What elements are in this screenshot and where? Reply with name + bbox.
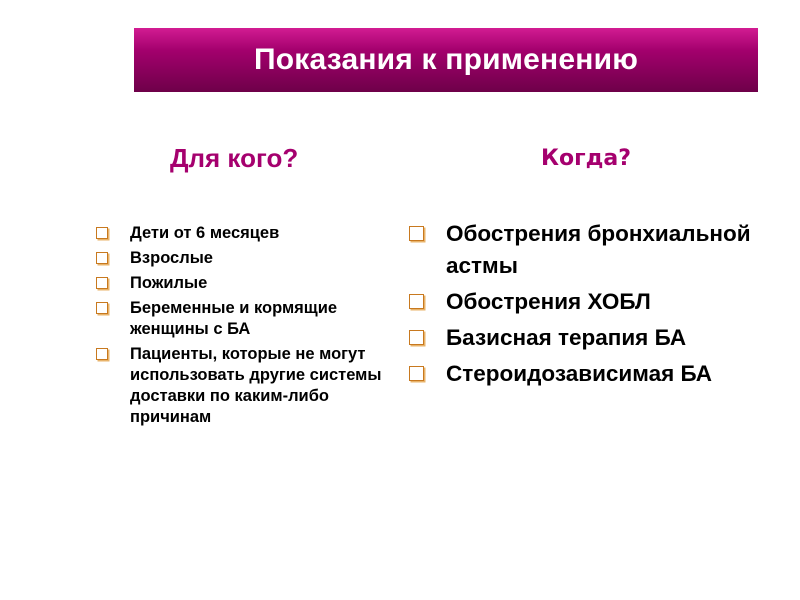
list-item — [408, 218, 778, 282]
title-banner — [134, 28, 758, 92]
checkbox-bullet-icon — [96, 348, 108, 360]
slide-title: Показания к применению — [253, 43, 639, 76]
list-item — [408, 322, 778, 354]
list-item — [95, 344, 395, 428]
left-bullet-list — [95, 223, 395, 432]
checkbox-bullet-icon — [409, 294, 424, 309]
list-item — [408, 286, 778, 318]
list-item-text: Базисная терапия БА — [446, 325, 687, 350]
list-item — [408, 358, 778, 390]
list-item — [95, 223, 395, 244]
right-column-heading: Когда? — [541, 146, 631, 171]
list-item-text: Пациенты, которые не могут использовать другие системы доставки по каким-либо причинам — [130, 345, 382, 426]
list-item-text: Обострения ХОБЛ — [446, 289, 651, 314]
checkbox-bullet-icon — [96, 277, 108, 289]
list-item-text: Стероидозависимая БА — [446, 361, 713, 386]
checkbox-bullet-icon — [409, 366, 424, 381]
list-item — [95, 298, 395, 340]
checkbox-bullet-icon — [96, 302, 108, 314]
list-item-text: Взрослые — [130, 249, 213, 267]
list-item-text: Обострения бронхиальной астмы — [446, 221, 751, 278]
list-item — [95, 273, 395, 294]
list-item — [95, 248, 395, 269]
list-item-text: Беременные и кормящие женщины с БА — [130, 299, 338, 338]
list-item-text: Дети от 6 месяцев — [130, 224, 280, 242]
checkbox-bullet-icon — [409, 226, 424, 241]
checkbox-bullet-icon — [96, 227, 108, 239]
checkbox-bullet-icon — [409, 330, 424, 345]
list-item-text: Пожилые — [130, 274, 208, 292]
right-bullet-list — [408, 218, 778, 394]
left-column-heading: Для кого? — [170, 143, 299, 173]
checkbox-bullet-icon — [96, 252, 108, 264]
